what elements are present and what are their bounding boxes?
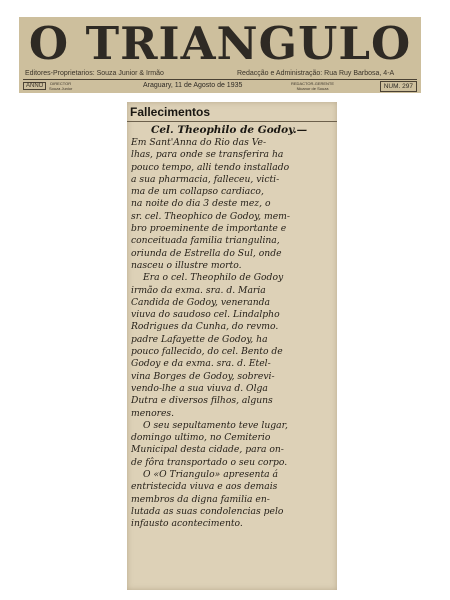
article-line: viuva do saudoso cel. Lindalpho (131, 309, 280, 321)
article-line: bro proeminente de importante e (131, 223, 287, 235)
issue-number: NUM. 297 (380, 81, 417, 92)
article-line: entristecida viuva e aos demais (131, 481, 278, 493)
article-heading: Cel. Theophilo de Godoy.— (151, 124, 308, 136)
newspaper-masthead (19, 17, 421, 93)
section-title: Fallecimentos (130, 105, 211, 119)
article-line: lhas, para onde se transferira ha (131, 149, 284, 161)
year-box: ANNO (23, 82, 46, 90)
article-line: nasceu o illustre morto. (131, 259, 242, 271)
article-line: sr. cel. Theophico de Godoy, mem- (131, 210, 290, 222)
publishers-line: Editores-Proprietarios: Souza Junior & Irmão (25, 70, 164, 77)
article-line: ma de um collapso cardiaco, (131, 186, 264, 198)
article-line: oriunda de Estrella do Sul, onde (131, 247, 282, 259)
article-line: Em Sant'Anna do Rio das Ve- (131, 137, 267, 148)
article-line: Municipal desta cidade, para on- (131, 444, 284, 456)
article-line: menores. (131, 407, 175, 419)
article-line: conceituada familia triangulina, (131, 235, 280, 247)
article-line: de fôra transportado o seu corpo. (131, 456, 288, 468)
article-line: lutada as suas condolencias pelo (131, 505, 284, 517)
director-name: Souza Junior (49, 86, 73, 91)
article-line: Candida de Godoy, veneranda (131, 296, 270, 308)
article-line: Dutra e diversos filhos, alguns (131, 395, 273, 407)
editor-label: REDACTOR-GERENTE (291, 81, 335, 86)
article-line: membros da digna familia en- (131, 493, 270, 505)
article-line: a sua pharmacia, falleceu, victi- (131, 173, 280, 185)
article-line: Era o cel. Theophilo de Godoy (143, 272, 284, 284)
article-line: vina Borges de Godoy, sobrevi- (131, 370, 275, 382)
article-body (131, 137, 333, 531)
article-line: pouco tempo, alli tendo installado (131, 161, 290, 173)
article-line: pouco fallecido, do cel. Bento de (131, 346, 283, 358)
article-line: O «O Triangulo» apresenta á (143, 469, 279, 481)
director-label: DIRECTOR (50, 81, 72, 86)
article-line: Godoy e da exma. sra. d. Etel- (131, 358, 271, 370)
office-address-line: Redacção e Administração: Rua Ruy Barbosa, 4-A (237, 70, 395, 77)
article-line: Rodrigues da Cunha, do revmo. (131, 321, 279, 333)
article-line: na noite do dia 3 deste mez, o (131, 198, 271, 210)
section-rule (127, 121, 337, 122)
issue-date: Araguary, 11 de Agosto de 1935 (143, 82, 243, 89)
masthead-rule (23, 79, 417, 80)
article-line: domingo ultimo, no Cemiterio (131, 432, 271, 444)
obituary-clipping (127, 102, 337, 590)
newspaper-title: O TRIANGULO (28, 17, 412, 70)
article-line: O seu sepultamento teve lugar, (143, 419, 288, 431)
editor-block (291, 81, 334, 91)
article-line: padre Lafayette de Godoy, ha (131, 333, 268, 345)
article-line: irmão da exma. sra. d. Maria (131, 284, 266, 296)
article-line: vendo-lhe a sua viuva d. Olga (131, 382, 268, 394)
article-line: infausto acontecimento. (131, 518, 243, 530)
director-block (49, 81, 72, 91)
editor-name: Nicanor de Souza (296, 86, 329, 91)
masthead-info-bar (23, 81, 417, 92)
